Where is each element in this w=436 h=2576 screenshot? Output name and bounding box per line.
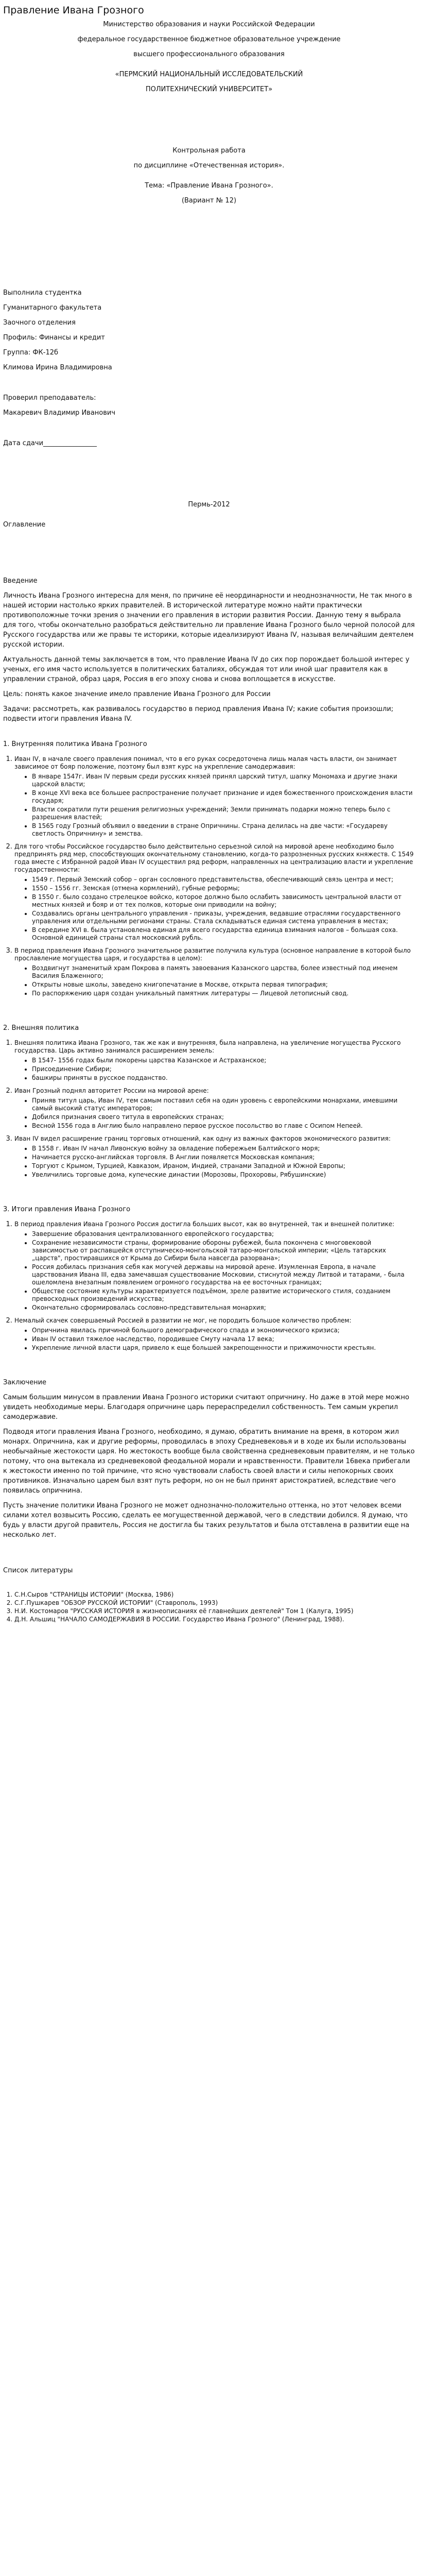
bullet-list (14, 876, 415, 942)
bullet-item: • В январе 1547г. Иван IV первым среди русских князей принял царский титул, шапку Мономаха и другие знаки царской власти; (32, 773, 415, 788)
bullet-list (14, 1327, 415, 1352)
work-type: Контрольная работа (172, 147, 246, 155)
foreign-policy-section (3, 1023, 415, 1179)
list-item (14, 1219, 415, 1312)
bullet-item: • 1549 г. Первый Земский собор – орган сословного представительства, обеспечивающий связь центра и мест; (32, 876, 415, 884)
bullet-item: • В 1565 году Грозный объявил о введении в стране Опричнины. Страна делилась на две части: «Государеву светлость Опричнину» и земства. (32, 822, 415, 838)
conclusion-section (3, 1378, 415, 1540)
profile: Профиль: Финансы и кредит (3, 334, 105, 342)
bullet-item: • Сохранение независимости страны, формирование обороны рубежей, была покончена с многовековой зависимостью от распавшейся отступническо-монгольской татаро-монгольской империи; «Цель татарских „царств", простиравшихся от Крыма до Сибири была навсегда разорвана»; (32, 1239, 415, 1262)
conclusion-paragraph: Самым большим минусом в правлении Ивана Грозного историки считают опричнину. Но даже в этой мере можно увидеть необходимые меры. Благодаря опричнине царь перераспределил собственность. Тем самым укрепил самодержавие. (3, 1394, 409, 1421)
bullet-item: • Власти сократили пути решения религиозных учреждений; Земли принимать подарки можно теперь было с разрешения властей; (32, 806, 415, 821)
list-item (14, 946, 415, 997)
list-item-lead: 2. Для того чтобы Российское государство было действительно серьезной силой на мировой арене необходимо было предпринять ряд мер, способствующих окончательному становлению, когда-то разрозненных русских княжеств. С 1549 года вместе с Избранной радой Иван IV осуществил ряд реформ, направленных на централизацию власти и укрепление государственности: (14, 843, 414, 873)
ministry-line: Министерство образования и науки Российской Федерации (103, 21, 315, 28)
bullet-item: • Опричнина явилась причиной большого демографического спада и экономического кризиса; (32, 1327, 415, 1334)
university-line-2: ПОЛИТЕХНИЧЕСКИЙ УНИВЕРСИТЕТ» (145, 86, 273, 93)
list-item (14, 1316, 415, 1352)
list-item (14, 1038, 415, 1082)
bullet-item: • Воздвигнут знаменитый храм Покрова в память завоевания Казанского царства, более известный под именем Василия Блаженного; (32, 964, 415, 980)
institution-line-2: высшего профессионального образования (133, 50, 285, 58)
intro-paragraph: Актуальность данной темы заключается в том, что правление Ивана IV до сих пор порождает большой интерес у ученых, его имя часто используется в политических баталиях, обсуждая тот или иной шаг правителя как в управлении страной, образ царя, Россия в его эпоху снова и снова воплощается в искусстве. (3, 656, 410, 683)
reference-item: 2. С.Г.Пушкарев "ОБЗОР РУССКОЙ ИСТОРИИ" (Ставрополь, 1993) (14, 1599, 415, 1607)
foreign-policy-list (3, 1038, 415, 1179)
reference-item: 3. Н.И. Костомаров "РУССКАЯ ИСТОРИЯ в жизнеописаниях её главнейших деятелей" Том 1 (Калуга, 1995) (14, 1607, 415, 1615)
bullet-item: • Приняв титул царь, Иван IV, тем самым поставил себя на один уровень с европейскими монархами, имевшими самый высокий статус императоров; (32, 1097, 415, 1112)
bullet-item: • В 1558 г. Иван IV начал Ливонскую войну за овладение побережьем Балтийского моря; (32, 1145, 415, 1153)
domestic-policy-section (3, 739, 415, 997)
conclusion-heading: Заключение (3, 1379, 47, 1386)
results-section (3, 1205, 415, 1352)
bullet-item: • Окончательно сформировалась сословно-представительная монархия; (32, 1304, 415, 1312)
bullet-list (14, 1230, 415, 1312)
bullet-item: • Присоединение Сибири; (32, 1065, 415, 1073)
section-heading-domestic: 1. Внутренняя политика Ивана Грозного (3, 740, 147, 748)
list-item-lead: 1. Иван IV, в начале своего правления понимал, что в его руках сосредоточена лишь малая часть власти, он занимает зависимое от бояр положение, поэтому был взят курс на укрепление самодержавия: (14, 755, 397, 770)
list-item-lead: 1. Внешняя политика Ивана Грозного, так же как и внутренняя, была направлена, на увеличение могущества Русского государства. Царь активно занимался расширением земель: (14, 1039, 401, 1054)
bullet-item: • В 1550 г. было создано стрелецкое войско, которое должно было ослабить зависимость центральной власти от местных князей и бояр и от тех полков, которые они приводили на войну; (32, 893, 415, 909)
conclusion-paragraph: Пусть значение политики Ивана Грозного не может однозначно-положительно оттенка, но этот человек всеми силами хотел возвысить Россию, сделать ее могущественной державой, чего в следствии добился. Я думаю, что будь у власти другой правитель, Россия не достигла бы таких результатов и была отставлена в развитии еще на несколько лет. (3, 1502, 410, 1539)
bullet-item: • Завершение образования централизованного европейского государства; (32, 1230, 415, 1238)
references-heading: Список литературы (3, 1567, 73, 1574)
list-item (14, 1134, 415, 1179)
bullet-item: • В 1547- 1556 годах были покорены царства Казанское и Астраханское; (32, 1057, 415, 1064)
bullet-item: • В конце XVI века все большее распространение получает признание и идея божественного происхождения власти государя; (32, 789, 415, 805)
conclusion-paragraph: Подводя итоги правления Ивана Грозного, необходимо, я думаю, обратить внимание на время, в котором жил монарх. Опричнина, как и другие реформы, проводилась в эпоху Средневековья и в ходе их были использованы необычайные жестокости царя. Но жестокость вообще была свойственна средневековым правителям, и не только потому, что она вытекала из средневековой феодальной морали и нравственности. Правители 16века прибегали к жестокости именно по той причине, что ясно чувствовали слабость своей власти и силы непокорных своих противников. Изначально царем был взят путь реформ, но он не был принят аристократией, вследствие чего появилась опричнина. (3, 1428, 415, 1495)
bullet-item: • Создавались органы центрального управления - приказы, учреждения, ведавшие отраслями государственного управления или отдельными регионами страны. Стала складываться единая система управления в местах; (32, 910, 415, 925)
bullet-list (14, 1145, 415, 1179)
bullet-item: • 1550 – 1556 гг. Земская (отмена кормлений), губные реформы; (32, 885, 415, 892)
results-list (3, 1219, 415, 1352)
bullet-item: • Начинается русско-английская торговля. В Англии появляется Московская компания; (32, 1154, 415, 1161)
intro-paragraph: Задачи: рассмотреть, как развивалось государство в период правления Ивана IV; какие события произошли; подвести итоги правления Ивана IV. (3, 705, 394, 723)
list-item-lead: 2. Немалый скачек совершаемый Россией в развитии не мог, не породить большое количество проблем: (14, 1317, 352, 1324)
institution-line-1: федеральное государственное бюджетное образовательное учреждение (77, 36, 341, 43)
title-page (3, 20, 415, 510)
reference-item: 4. Д.Н. Альшиц "НАЧАЛО САМОДЕРЖАВИЯ В РОССИИ. Государство Ивана Грозного" (Ленинград, 1988). (14, 1616, 415, 1623)
section-heading-foreign: 2. Внешняя политика (3, 1024, 79, 1032)
discipline: по дисциплине «Отечественная история». (133, 162, 285, 170)
list-item (14, 842, 415, 942)
variant: (Вариант № 12) (181, 197, 237, 205)
toc-heading: Оглавление (3, 521, 46, 529)
bullet-item: • Укрепление личной власти царя, привело к еще большей закрепощенности и прижимочности крестьян. (32, 1344, 415, 1352)
references-list (3, 1591, 415, 1623)
bullet-item: • По распоряжению царя создан уникальный памятник литературы — Лицевой летописный свод. (32, 990, 415, 997)
teacher-name: Макаревич Владимир Иванович (3, 409, 116, 417)
domestic-policy-list (3, 754, 415, 997)
bullet-item: • Открыты новые школы, заведено книгопечатание в Москве, открыта первая типография; (32, 981, 415, 989)
list-item (14, 754, 415, 838)
intro-paragraph: Цель: понять какое значение имело правление Ивана Грозного для России (3, 690, 271, 698)
faculty: Гуманитарного факультета (3, 304, 102, 312)
bullet-list (14, 773, 415, 838)
student-label: Выполнила студентка (3, 289, 82, 297)
topic: Тема: «Правление Ивана Грозного». (145, 182, 273, 190)
section-heading-results: 3. Итоги правления Ивана Грозного (3, 1206, 131, 1213)
bullet-item: • Обществе состояние культуры характеризуется подъёмом, зреле развитие исторического стиля, созданием превосходных произведений искусства; (32, 1287, 415, 1303)
bullet-list (14, 1097, 415, 1130)
document-title: Правление Ивана Грозного (3, 5, 144, 16)
checked-label: Проверил преподаватель: (3, 394, 96, 402)
intro-heading: Введение (3, 577, 38, 585)
reference-item: 1. С.Н.Сыров "СТРАНИЦЫ ИСТОРИИ" (Москва, 1986) (14, 1591, 415, 1599)
bullet-list (14, 1057, 415, 1082)
bullet-item: • башкиры приняты в русское подданство. (32, 1074, 415, 1082)
list-item-lead: 3. В период правления Ивана Грозного значительное развитие получила культура (основное направление в которой было прославление могущества царя, и государства в целом): (14, 947, 411, 962)
department: Заочного отделения (3, 319, 76, 327)
city-year: Пермь-2012 (188, 501, 230, 509)
intro-paragraph: Личность Ивана Грозного интересна для меня, по причине её неординарности и неоднозначности, Не так много в нашей истории настолько ярких правителей. В исторической литературе можно найти практически противоположные точки зрения о значении его правления в истории развития России. Данную тему я выбрала для того, чтобы окончательно разобраться действительно ли правление Ивана Грозного было черной полосой для Русского государства или же правы те историки, которые идеализируют Ивана IV, называя величайшим деятелем русской истории. (3, 592, 415, 649)
list-item-lead: 1. В период правления Ивана Грозного Россия достигла больших высот, как во внутренней, так и внешней политике: (14, 1221, 395, 1228)
group: Группа: ФК-12б (3, 349, 59, 357)
student-name: Климова Ирина Владимировна (3, 364, 112, 371)
references-section (3, 1566, 415, 1623)
document-page (3, 0, 415, 1623)
university-line-1: «ПЕРМСКИЙ НАЦИОНАЛЬНЫЙ ИССЛЕДОВАТЕЛЬСКИЙ (115, 71, 303, 78)
bullet-item: • Добился признания своего титула в европейских странах; (32, 1113, 415, 1121)
date-label: Дата сдачи________________ (3, 439, 97, 447)
list-item (14, 1086, 415, 1130)
intro-section (3, 576, 415, 724)
bullet-item: • Увеличились торговые дома, купеческие династии (Морозовы, Прохоровы, Рябушинские) (32, 1171, 415, 1179)
bullet-item: • В середине XVI в. была установлена единая для всего государства единица взимания налогов – большая соха. Основной единицей страны стал московский рубль. (32, 926, 415, 942)
bullet-item: • Торгуют с Крымом, Турцией, Кавказом, Ираном, Индией, странами Западной и Южной Европы; (32, 1162, 415, 1170)
bullet-item: • Весной 1556 года в Англию было направлено первое русское посольство во главе с Осипом Непеей. (32, 1122, 415, 1130)
list-item-lead: 3. Иван IV видел расширение границ торговых отношений, как одну из важных факторов экономического развития: (14, 1135, 391, 1142)
bullet-item: • Иван IV оставил тяжелое наследство, породившее Смуту начала 17 века; (32, 1335, 415, 1343)
bullet-list (14, 964, 415, 997)
bullet-item: • Россия добилась признания себя как могучей державы на мировой арене. Изумленная Европа, в начале царствования Ивана III, едва замечавшая существование Московии, стиснутой между Литвой и татарами, - была ошеломлена внезапным появлением огромного государства на ее восточных границах; (32, 1263, 415, 1286)
list-item-lead: 2. Иван Грозный поднял авторитет России на мировой арене: (14, 1087, 209, 1094)
